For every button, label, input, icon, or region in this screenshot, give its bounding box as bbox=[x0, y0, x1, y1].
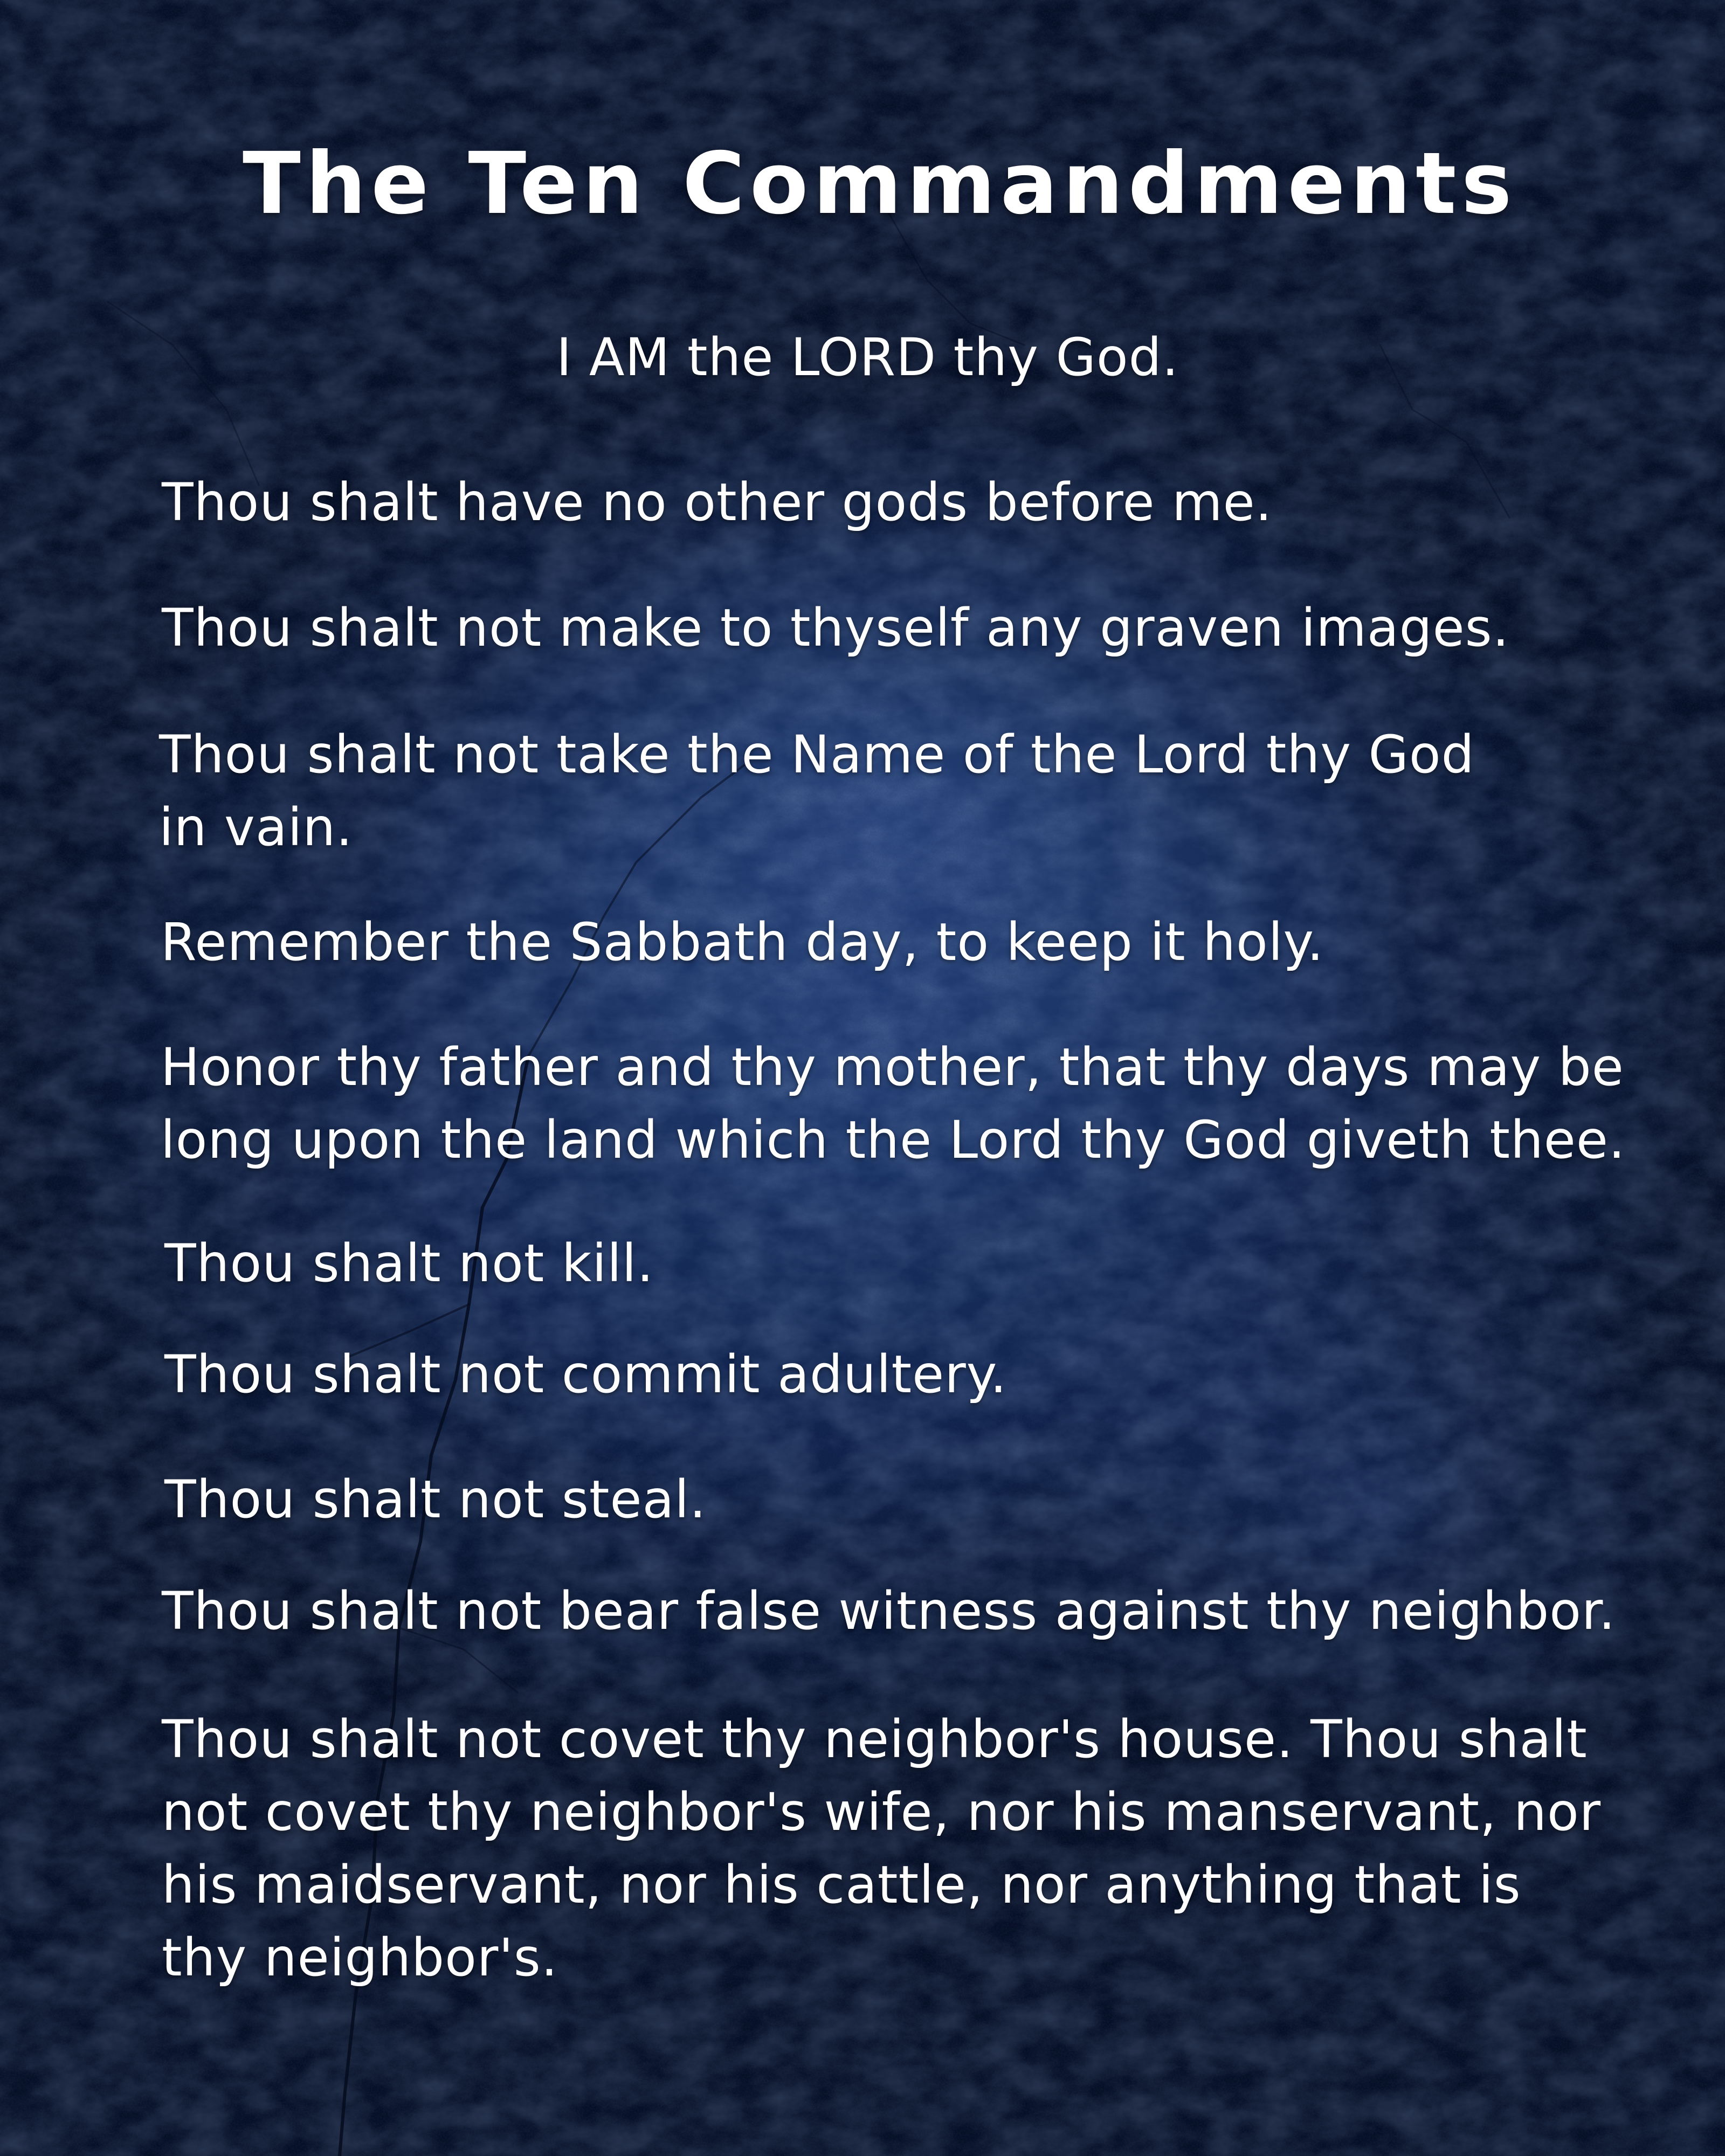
commandment-1-line-1: Thou shalt have no other gods before me. bbox=[162, 472, 1273, 533]
commandment-6-line-1: Thou shalt not kill. bbox=[164, 1233, 654, 1294]
commandment-9-line-1: Thou shalt not bear false witness against thy neighbor. bbox=[162, 1581, 1616, 1641]
commandment-10-line-3: his maidservant, nor his cattle, nor anything that is bbox=[162, 1855, 1521, 1915]
commandment-5-line-2: long upon the land which the Lord thy God giveth thee. bbox=[161, 1110, 1626, 1170]
commandment-3-line-1: Thou shalt not take the Name of the Lord thy God bbox=[159, 724, 1475, 785]
commandment-5-line-1: Honor thy father and thy mother, that thy days may be bbox=[161, 1037, 1624, 1097]
commandment-10-line-2: not covet thy neighbor's wife, nor his manservant, nor bbox=[162, 1782, 1602, 1842]
commandment-2-line-1: Thou shalt not make to thyself any graven images. bbox=[162, 598, 1510, 658]
commandment-10-line-1: Thou shalt not covet thy neighbor's house. Thou shalt bbox=[162, 1709, 1588, 1770]
commandment-8-line-1: Thou shalt not steal. bbox=[164, 1469, 707, 1530]
commandment-7-line-1: Thou shalt not commit adultery. bbox=[164, 1344, 1008, 1405]
commandment-3-line-2: in vain. bbox=[159, 797, 353, 858]
preamble: I AM the LORD thy God. bbox=[556, 327, 1179, 388]
commandment-4-line-1: Remember the Sabbath day, to keep it holy. bbox=[161, 912, 1324, 972]
commandment-10-line-4: thy neighbor's. bbox=[162, 1927, 558, 1988]
page-title: The Ten Commandments bbox=[243, 134, 1517, 233]
